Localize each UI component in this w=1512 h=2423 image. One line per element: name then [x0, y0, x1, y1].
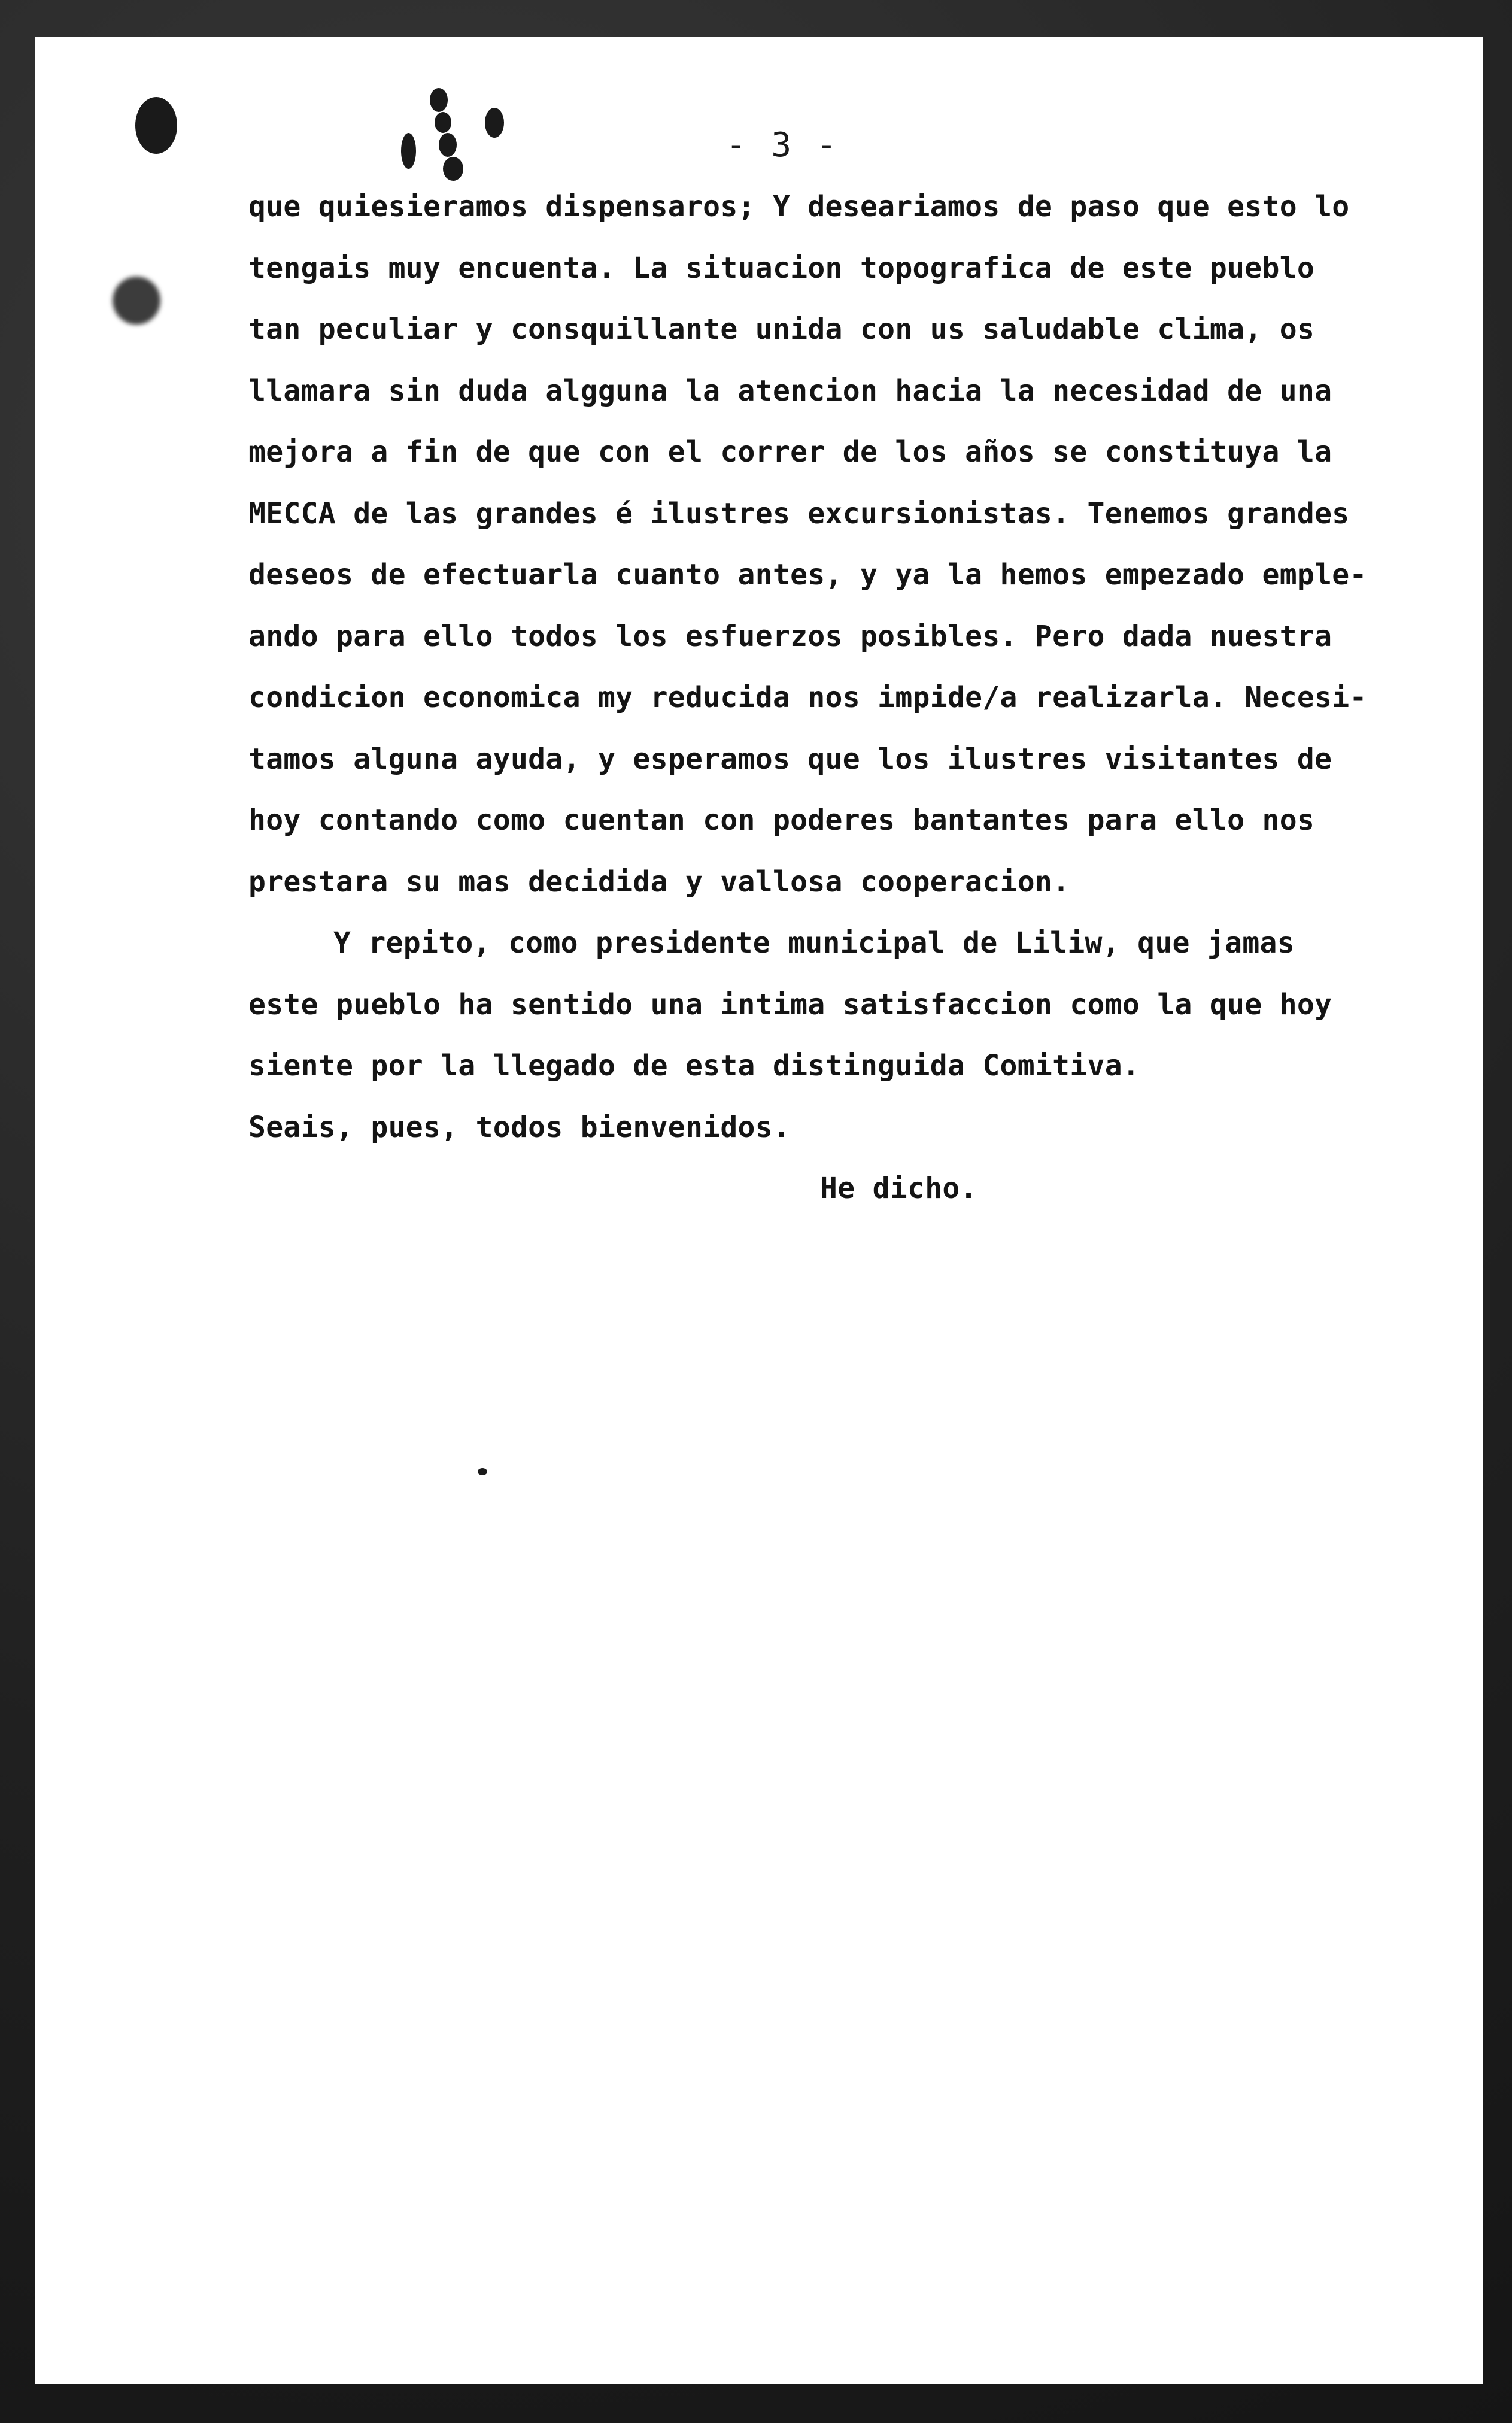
body-line: llamara sin duda algguna la atencion hacia la necesidad de una	[248, 374, 1332, 408]
closing-line: Seais, pues, todos bienvenidos.	[248, 1110, 791, 1144]
body-line: MECCA de las grandes é ilustres excursionistas. Tenemos grandes	[248, 496, 1350, 530]
body-line: Y repito, como presidente municipal de Liliw, que jamas	[333, 926, 1295, 960]
ink-stain	[401, 133, 416, 169]
body-line: este pueblo ha sentido una intima satisfaccion como la que hoy	[248, 987, 1332, 1021]
letter-body	[248, 176, 1434, 1220]
body-line: condicion economica my reducida nos impide/a realizarla. Necesi-	[248, 681, 1367, 714]
ink-stain	[485, 108, 504, 138]
body-line: tamos alguna ayuda, y esperamos que los ilustres visitantes de	[248, 742, 1332, 776]
body-line: siente por la llegado de esta distinguida Comitiva.	[248, 1049, 1140, 1082]
body-line: que quiesieramos dispensaros; Y deseariamos de paso que esto lo	[248, 190, 1350, 223]
ink-stain	[435, 112, 451, 133]
body-line: ando para ello todos los esfuerzos posibles. Pero dada nuestra	[248, 619, 1332, 653]
signoff: He dicho.	[820, 1172, 977, 1205]
body-line: tan peculiar y consquillante unida con us saludable clima, os	[248, 313, 1315, 346]
document-page	[35, 37, 1483, 2384]
body-line: tengais muy encuenta. La situacion topografica de este pueblo	[248, 251, 1315, 285]
ink-stain	[439, 133, 457, 157]
ink-stain	[113, 277, 160, 325]
body-line: prestara su mas decidida y vallosa cooperacion.	[248, 865, 1070, 899]
ink-stain	[478, 1468, 487, 1475]
body-line: mejora a fin de que con el correr de los años se constituya la	[248, 435, 1332, 469]
ink-stain	[430, 88, 448, 112]
page-number: - 3 -	[726, 126, 839, 165]
body-line: hoy contando como cuentan con poderes bantantes para ello nos	[248, 803, 1315, 837]
ink-stain	[135, 97, 177, 154]
body-line: deseos de efectuarla cuanto antes, y ya la hemos empezado emple-	[248, 558, 1367, 592]
